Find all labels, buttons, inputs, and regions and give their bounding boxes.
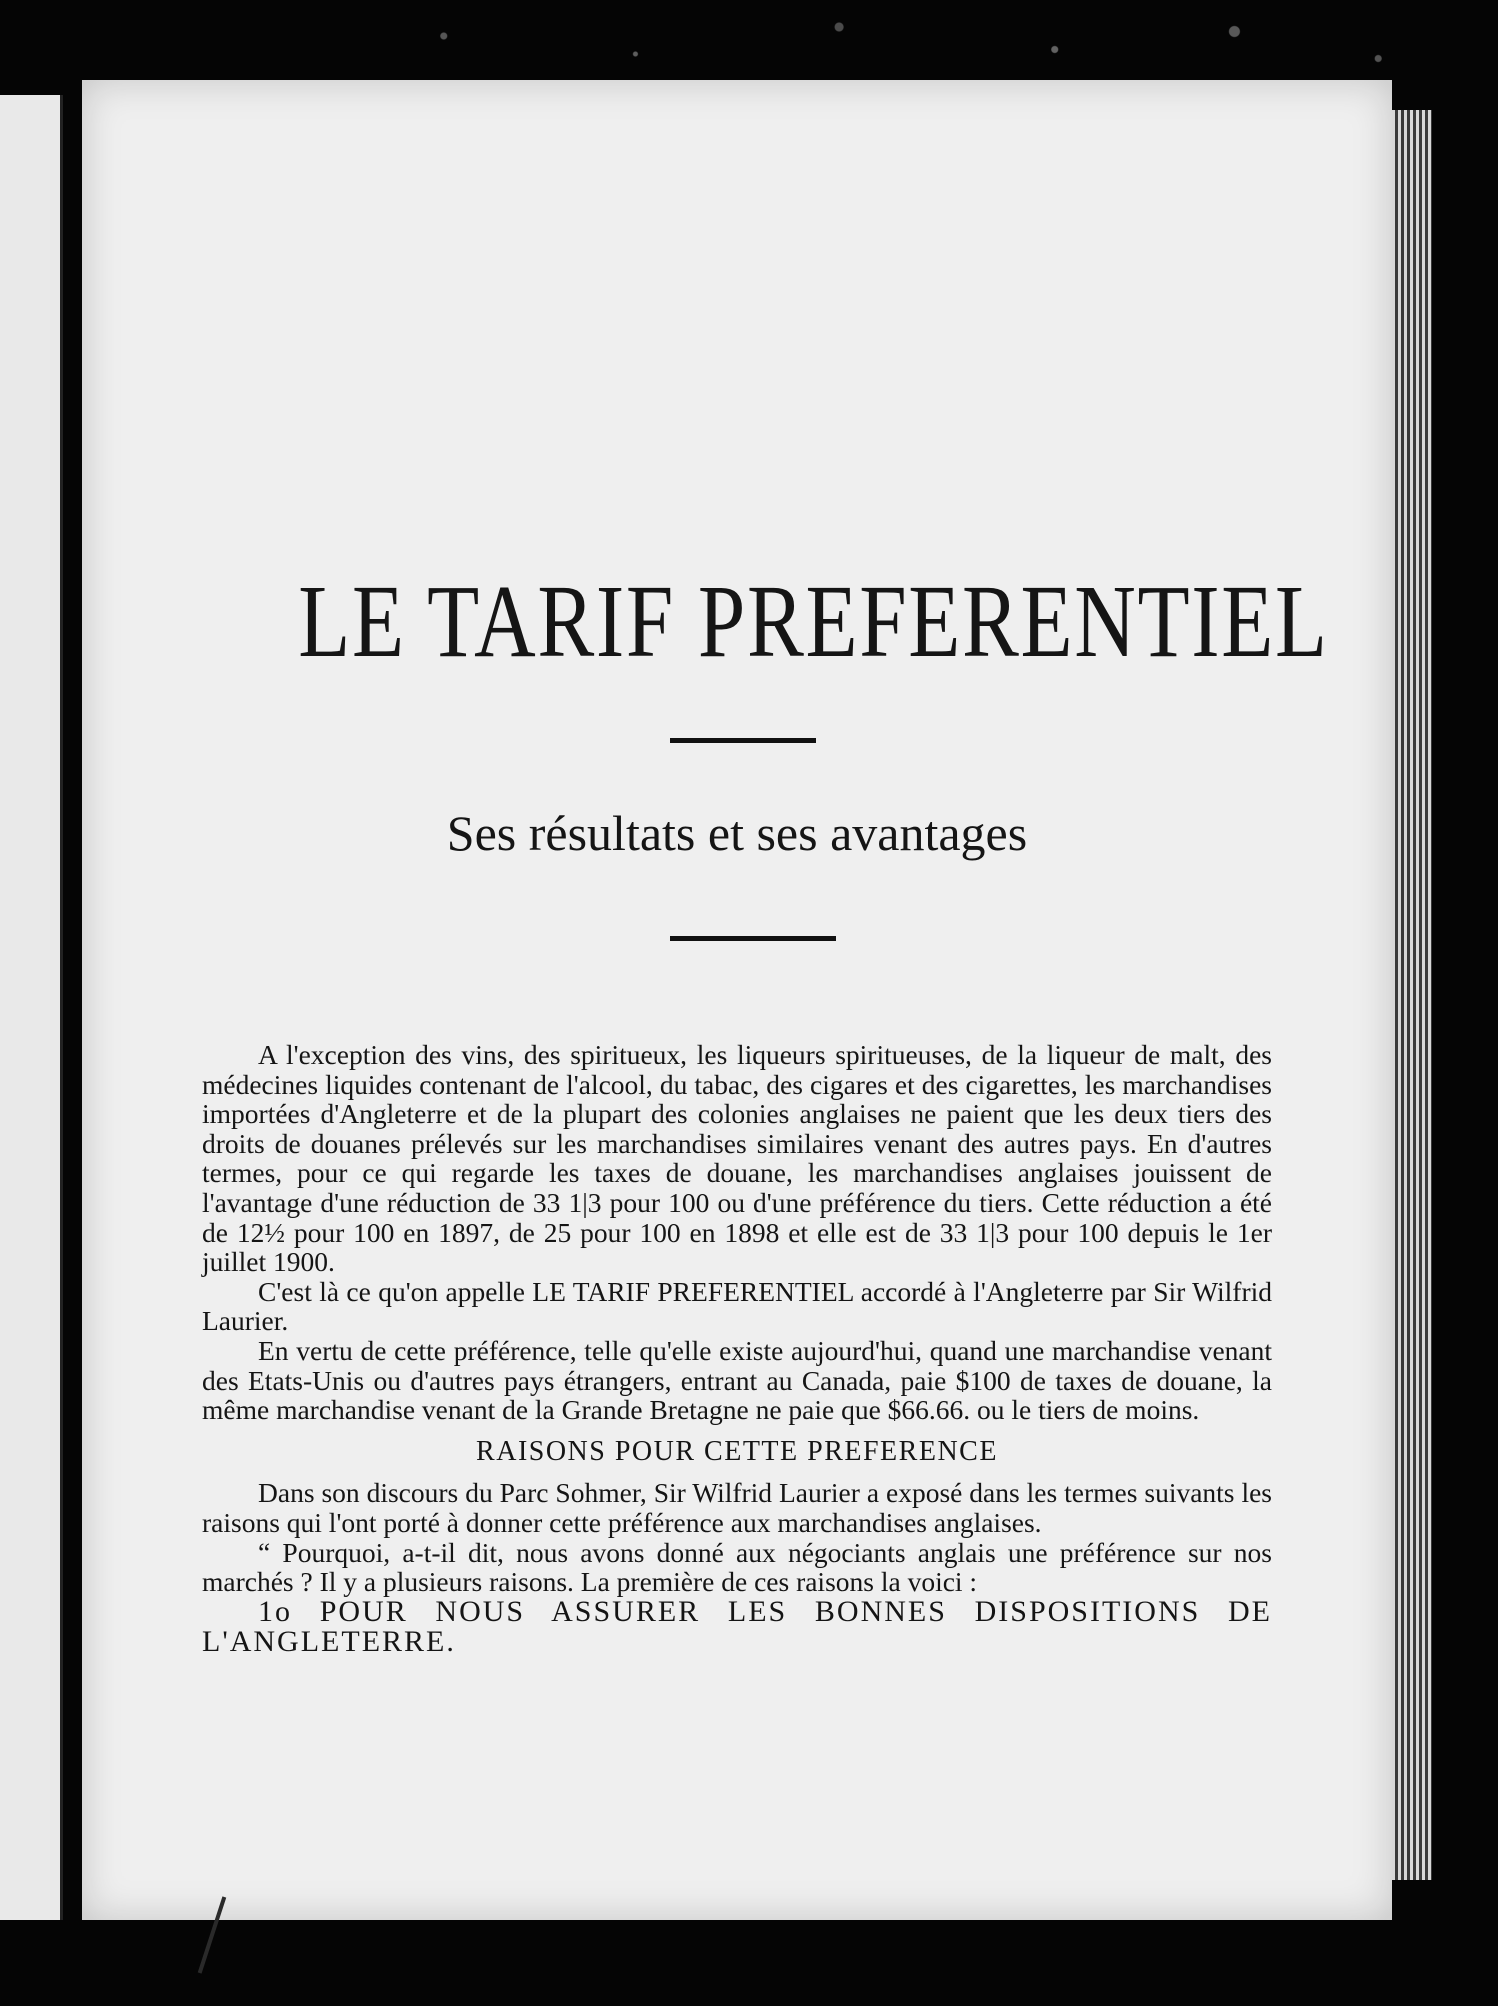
paragraph: Dans son discours du Parc Sohmer, Sir Wilfrid Laurier a exposé dans les termes suivants les raisons qui l'ont porté à donner cette préférence aux marchandises anglaises. bbox=[202, 1477, 1272, 1538]
paragraph: En vertu de cette préférence, telle qu'elle existe aujourd'hui, quand une marchandise venant des Etats-Unis ou d'autres pays étrangers, entrant au Canada, paie $100 de taxes de douane, la même marchandise venant de la Grande Bretagne ne paie que $66.66. ou le tiers de moins. bbox=[202, 1334, 1272, 1426]
title-divider bbox=[670, 738, 816, 743]
page-stack-edge bbox=[1392, 110, 1432, 1880]
section-heading: RAISONS POUR CETTE PREFERENCE bbox=[476, 1435, 998, 1467]
document-page bbox=[82, 80, 1392, 1920]
page-subtitle: Ses résultats et ses avantages bbox=[446, 805, 1028, 861]
body-text bbox=[202, 1040, 1272, 1657]
scan-noise bbox=[300, 0, 1498, 90]
facing-page-edge bbox=[0, 95, 63, 1920]
paragraph: “ Pourquoi, a-t-il dit, nous avons donné aux négociants anglais une préférence sur nos marchés ? Il y a plusieurs raisons. La première de ces raisons la voici : bbox=[202, 1536, 1272, 1598]
subtitle-divider bbox=[670, 936, 836, 941]
page-title: LE TARIF PREFERENTIEL bbox=[298, 564, 1329, 679]
numbered-point: 1o POUR NOUS ASSURER LES BONNES DISPOSITIONS DE L'ANGLETERRE. bbox=[202, 1594, 1272, 1658]
paragraph: C'est là ce qu'on appelle LE TARIF PREFERENTIEL accordé à l'Angleterre par Sir Wilfrid Laurier. bbox=[202, 1275, 1272, 1337]
paragraph: A l'exception des vins, des spiritueux, les liqueurs spiritueuses, de la liqueur de malt, des médecines liquides contenant de l'alcool, du tabac, des cigares et des cigarettes, les marchandises importées d'Angleterre et de la plupart des colonies anglaises ne paient que les deux tiers des droits de douanes prélevés sur les marchandises similaires venant des autres pays. En d'autres termes, pour ce qui regarde les taxes de douane, les marchandises anglaises jouissent de l'avantage d'une réduction de 33 1|3 pour 100 ou d'une préférence du tiers. Cette réduction a été de 12½ pour 100 en 1897, de 25 pour 100 en 1898 et elle est de 33 1|3 pour 100 depuis le 1er juillet 1900. bbox=[202, 1039, 1272, 1278]
